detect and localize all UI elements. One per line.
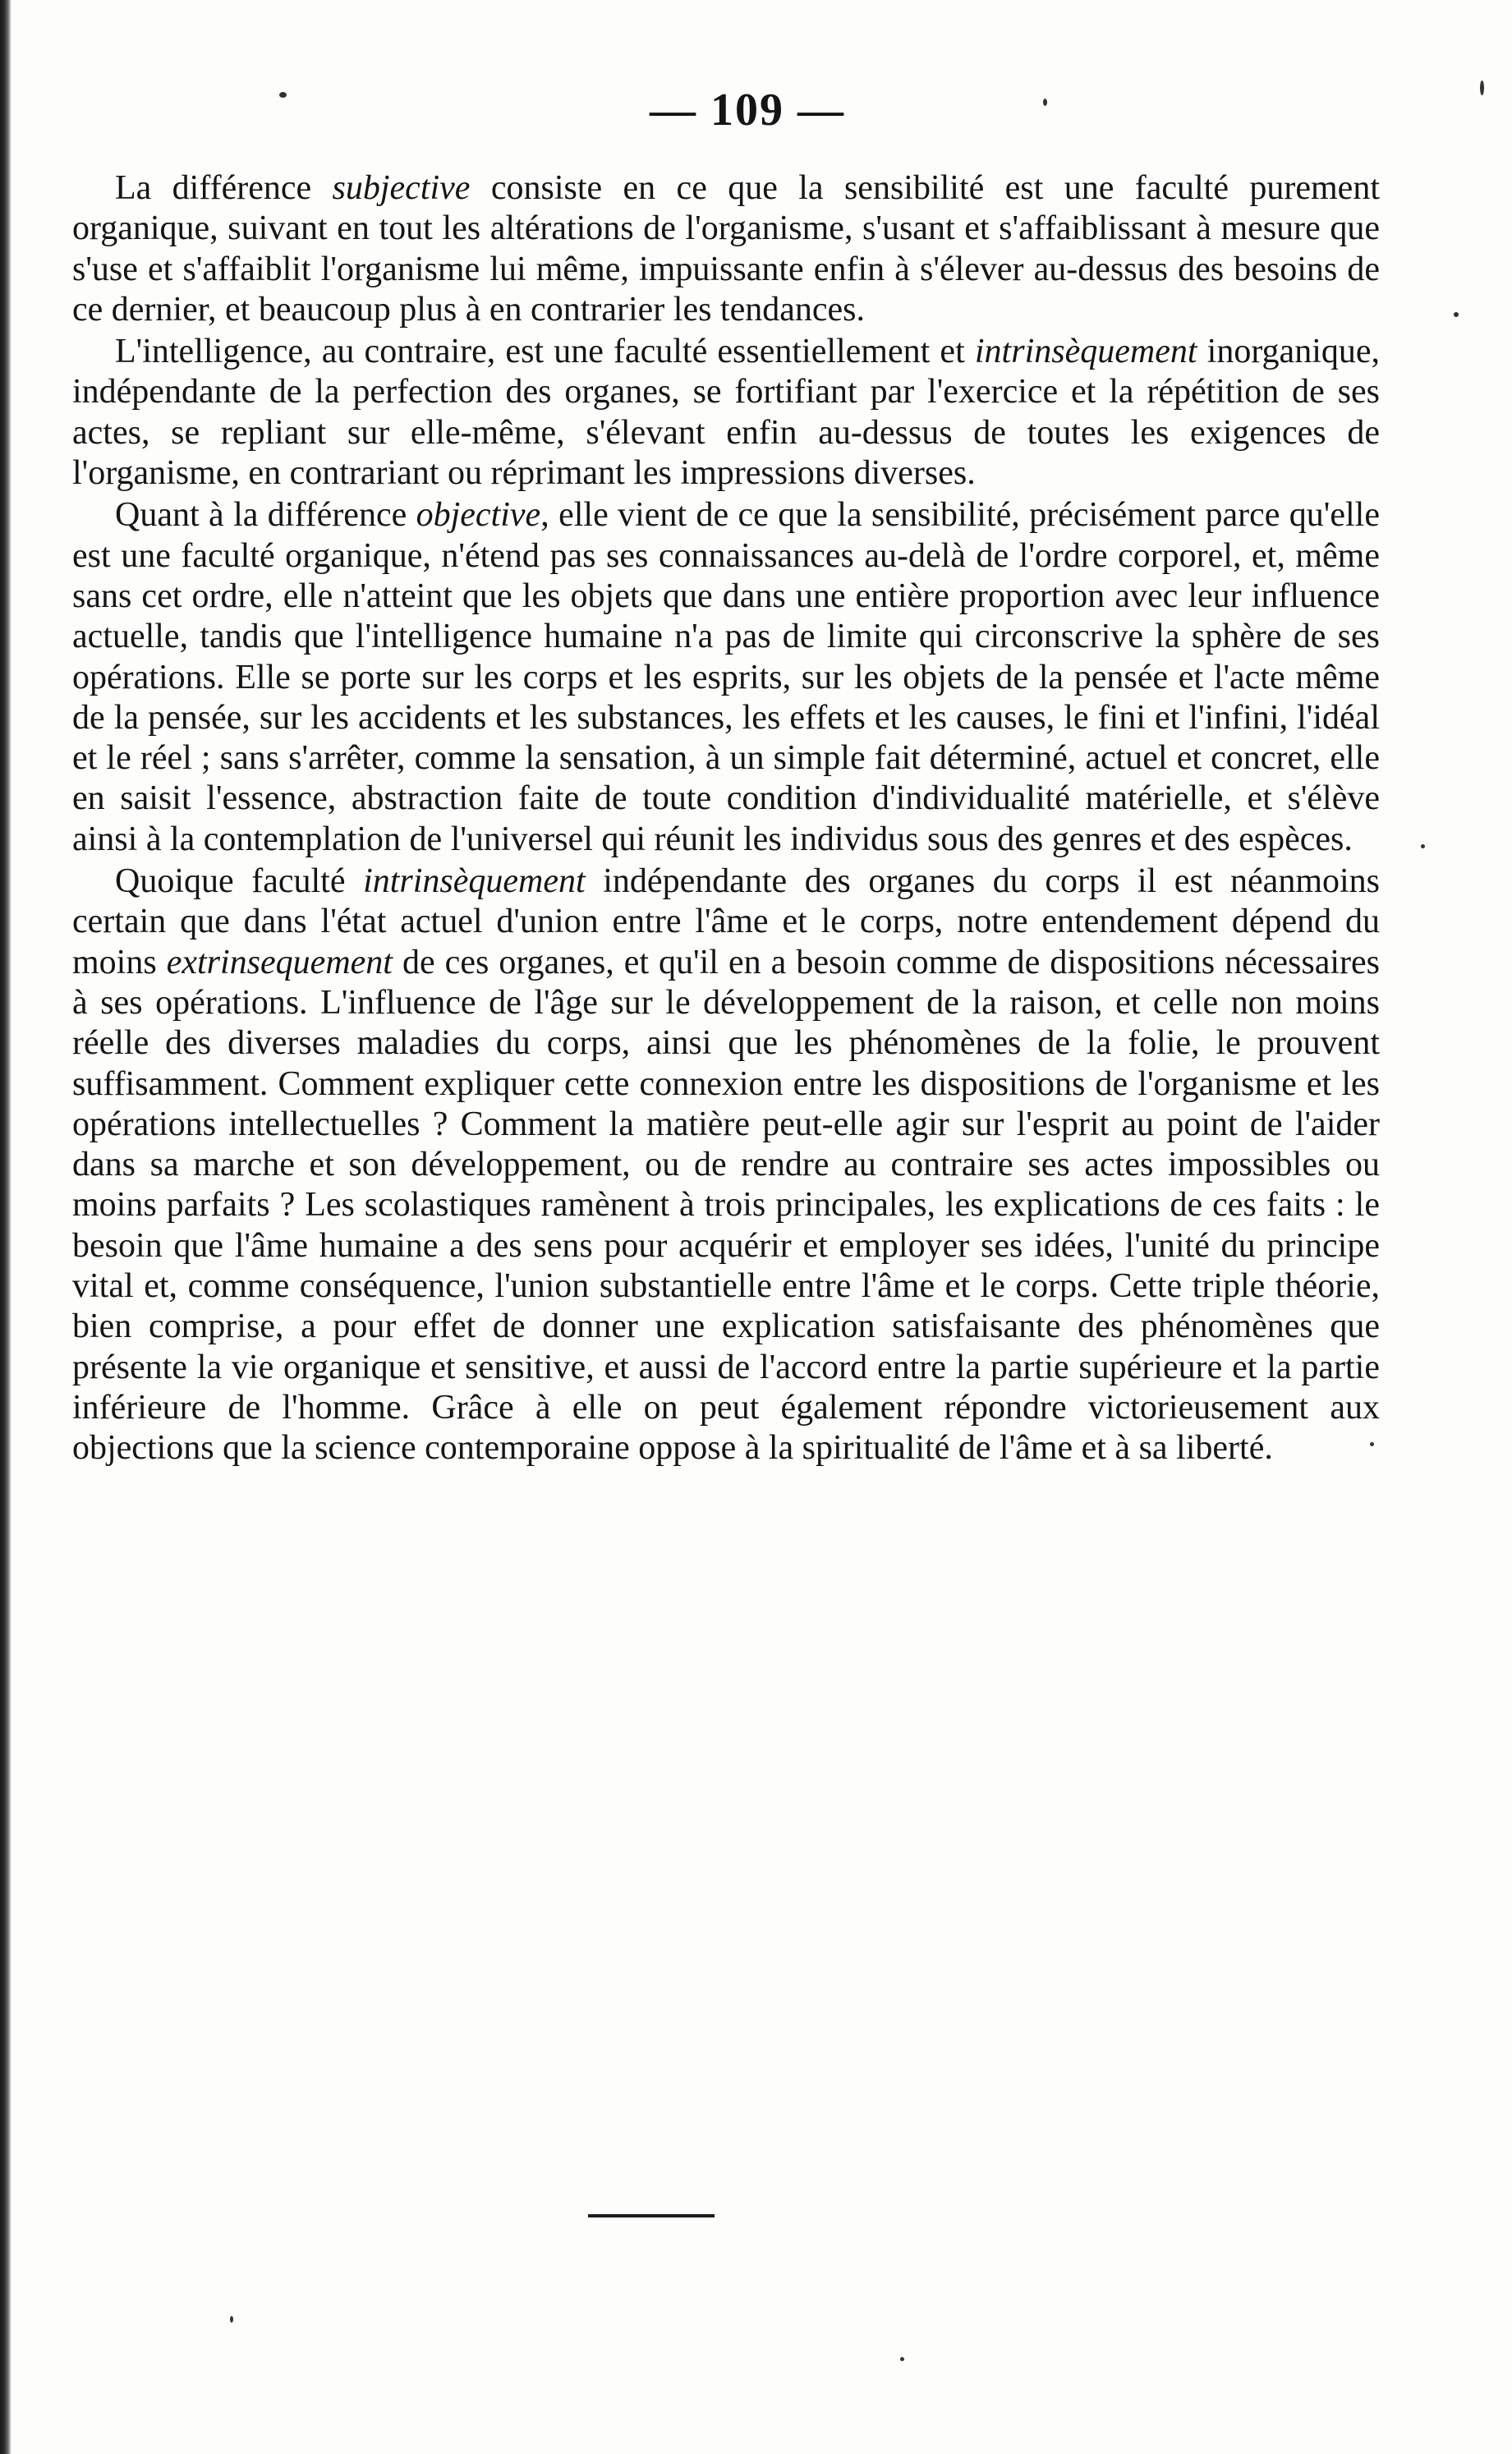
text-run: Quoique faculté bbox=[115, 862, 364, 901]
italic-term: intrinsèquement bbox=[974, 333, 1197, 371]
text-run: La différence bbox=[115, 169, 333, 207]
scan-speck bbox=[1043, 99, 1047, 106]
scan-speck bbox=[1370, 1442, 1374, 1446]
italic-term: intrinsèquement bbox=[363, 862, 586, 901]
text-run: consiste en ce que la sensibilité est une faculté purement organique, suivant en tout les altérations de l'organisme, s'usant et s'affaiblissant à mesure que s'use et s'affaiblit l'organisme lui même, impuissante enfin à s'élever au-dessus des besoins de ce dernier, et beaucoup plus à en contrarier les tendances. bbox=[72, 169, 1380, 329]
paragraph-intelligence bbox=[72, 332, 1380, 494]
italic-term: extrinsequement bbox=[166, 943, 393, 981]
scan-speck bbox=[230, 2316, 233, 2323]
scan-speck bbox=[900, 2357, 904, 2361]
scan-speck bbox=[1454, 312, 1459, 317]
text-run: L'intelligence, au contraire, est une faculté essentiellement et bbox=[115, 333, 975, 371]
italic-term: objective bbox=[416, 496, 541, 535]
paragraph-objective-difference bbox=[72, 495, 1380, 860]
text-run: de ces organes, et qu'il en a besoin comme de dispositions nécessaires à ses opérations. L'influence de l'âge sur le développement de la raison, et celle non moins réelle des diverses maladies du corps, ainsi que les phénomènes de la folie, le prouvent suffisamment. Comment expliquer cette connexion entre les dispositions de l'organisme et les opérations intellectuelles ? Comment la matière peut-elle agir sur l'esprit au point de l'aider dans sa marche et son développement, ou de rendre au contraire ses actes impossibles ou moins parfaits ? Les scolastiques ramènent à trois principales, les explications de ces faits : le besoin que l'âme humaine a des sens pour acquérir et employer ses idées, l'unité du principe vital et, comme conséquence, l'union substantielle entre l'âme et le corps. Cette triple théorie, bien comprise, a pour effet de donner une explication satisfaisante des phénomènes que présente la vie organique et sensitive, et aussi de l'accord entre la partie supérieure et la partie inférieure de l'homme. Grâce à elle on peut également répondre victorieusement aux objections que la science contemporaine oppose à la spiritualité de l'âme et à sa liberté. bbox=[72, 943, 1380, 1468]
text-run: Quant à la différence bbox=[115, 496, 416, 535]
scan-speck bbox=[279, 92, 287, 98]
page-number: — 109 — bbox=[650, 85, 845, 136]
page-binding-edge bbox=[0, 0, 11, 2454]
scan-speck bbox=[1421, 844, 1425, 848]
paragraph-organs-dependence bbox=[72, 862, 1380, 1468]
text-run: inorganique, indépendante de la perfection des organes, se fortifiant par l'exercice et la répétition de ses actes, se repliant sur elle-même, s'élevant enfin au-dessus de toutes les exigences de l'organisme, en contrariant ou réprimant les impressions diverses. bbox=[72, 333, 1381, 493]
text-run: indépendante des organes du corps il est néanmoins certain que dans l'état actuel d'union entre l'âme et le corps, notre entendement dépend du moins bbox=[72, 862, 1381, 981]
end-rule bbox=[588, 2214, 715, 2217]
scan-speck bbox=[1480, 80, 1484, 95]
italic-term: subjective bbox=[332, 169, 471, 207]
text-run: , elle vient de ce que la sensibilité, précisément parce qu'elle est une faculté organique, n'étend pas ses connaissances au-delà de l'ordre corporel, et, même sans cet ordre, elle n'atteint que les objets que dans une entière proportion avec leur influence actuelle, tandis que l'intelligence humaine n'a pas de limite qui circonscrive la sphère de ses opérations. Elle se porte sur les corps et les esprits, sur les objets de la pensée et l'acte même de la pensée, sur les accidents et les substances, les effets et les causes, le fini et l'infini, l'idéal et le réel ; sans s'arrêter, comme la sensation, à un simple fait déterminé, actuel et concret, elle en saisit l'essence, abstraction faite de toute condition d'individualité matérielle, et s'élève ainsi à la contemplation de l'universel qui réunit les individus sous des genres et des espèces. bbox=[72, 496, 1380, 858]
paragraph-subjective-difference bbox=[72, 168, 1380, 330]
body-text bbox=[72, 168, 1380, 1469]
